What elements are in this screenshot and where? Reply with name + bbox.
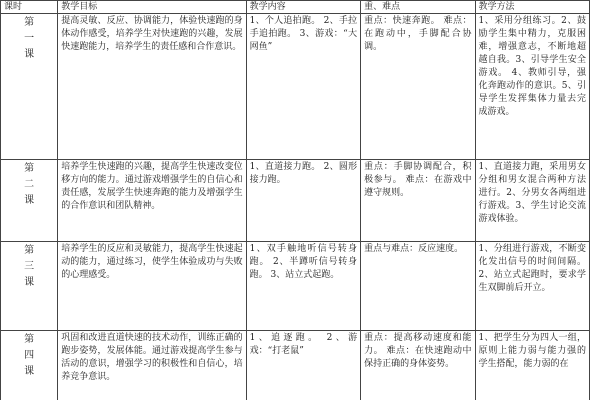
- methods-cell: [475, 14, 589, 160]
- goal-text: 培养学生的反应和灵敏能力，提高学生快速起动的能力，通过练习，使学生体验成功与失败的心理感受。: [61, 244, 243, 280]
- table-header-row: [1, 1, 590, 14]
- header-methods: 教学方法: [475, 1, 589, 14]
- header-goal: 教学目标: [58, 1, 246, 14]
- methods-text: 1、分组进行游戏，不断变化发出信号的时间间隔。 2、站立式起跑时，要求学生双脚前后开立。: [478, 244, 586, 293]
- methods-text: 1、直道接力跑，采用男女分组和男女混合两种方法进行。2、分男女各两组进行游戏。3、学生讨论交流游戏体验。: [478, 162, 586, 224]
- keypoints-cell: [361, 14, 475, 160]
- goal-cell: [58, 14, 246, 160]
- methods-cell: [475, 160, 589, 242]
- methods-cell: [475, 331, 589, 400]
- table-row: [1, 14, 590, 160]
- goal-text: 巩固和改进直道快速的技术动作，训练正确的跑步姿势，发展体能。通过游戏提高学生参与活动的意识，增强学习的积极性和自信心，培养竞争意识。: [61, 333, 243, 382]
- table-row: [1, 160, 590, 242]
- keypoints-text: 重点：快速奔跑。 难点：在跑动中，手脚配合协调。: [364, 16, 472, 52]
- keypoints-cell: [361, 160, 475, 242]
- lesson-label-cell: [1, 242, 58, 331]
- lesson-label: 第三课: [24, 245, 35, 288]
- content-text: 1、追逐跑。 2、游戏：“打老鼠”: [249, 333, 358, 356]
- header-content: 教学内容: [246, 1, 360, 14]
- keypoints-text: 重点：手脚协调配合，积极参与。 难点：在游戏中遵守规则。: [364, 162, 472, 198]
- content-text: 1、双手触地听信号转身跑。 2、半蹲听信号转身跑。 3、站立式起跑。: [249, 244, 358, 280]
- methods-cell: [475, 242, 589, 331]
- goal-cell: [58, 331, 246, 400]
- content-cell: [246, 242, 360, 331]
- content-cell: [246, 14, 360, 160]
- table-row: [1, 242, 590, 331]
- goal-text: 提高灵敏、反应、协调能力，体验快速跑的身体动作感受，培养学生对快速跑的兴趣，发展快速跑能力，培养学生的责任感和合作意识。: [61, 16, 243, 52]
- goal-cell: [58, 242, 246, 331]
- lesson-label: 第二课: [24, 163, 35, 206]
- lesson-label: 第四课: [24, 334, 35, 377]
- content-text: 1、个人追拍跑。 2、手拉手追拍跑。 3、游戏：“大网鱼”: [249, 16, 358, 52]
- goal-text: 培养学生快速跑的兴趣，提高学生快速改变位移方向的能力。通过游戏增强学生的自信心和责任感，发展学生快速奔跑的能力及增强学生的合作意识和团队精神。: [61, 162, 243, 211]
- header-lesson: 课时: [1, 1, 58, 14]
- table-row: [1, 331, 590, 400]
- content-cell: [246, 160, 360, 242]
- lesson-label-cell: [1, 331, 58, 400]
- lesson-label-cell: [1, 14, 58, 160]
- methods-text: 1、把学生分为四人一组，原则上能力弱与能力强的学生搭配，能力弱的在: [478, 333, 586, 369]
- keypoints-cell: [361, 331, 475, 400]
- content-cell: [246, 331, 360, 400]
- content-text: 1、直道接力跑。 2、圆形接力跑。: [249, 162, 358, 185]
- keypoints-text: 重点：提高移动速度和能力。 难点：在快速跑动中保持正确的身体姿势。: [364, 333, 472, 369]
- keypoints-cell: [361, 242, 475, 331]
- lesson-label-cell: [1, 160, 58, 242]
- goal-cell: [58, 160, 246, 242]
- keypoints-text: 重点与难点：反应速度。: [364, 244, 464, 254]
- methods-text: 1、采用分组练习。2、鼓励学生集中精力，克服困难，增强意志，不断地超越自我。3、引导学生安全游戏。 4、教师引导，强化奔跑动作的意识。5、引导学生发挥集体力量去完成游戏。: [478, 16, 586, 117]
- lesson-label: 第一课: [24, 17, 35, 60]
- header-keypoints: 重、难点: [361, 1, 475, 14]
